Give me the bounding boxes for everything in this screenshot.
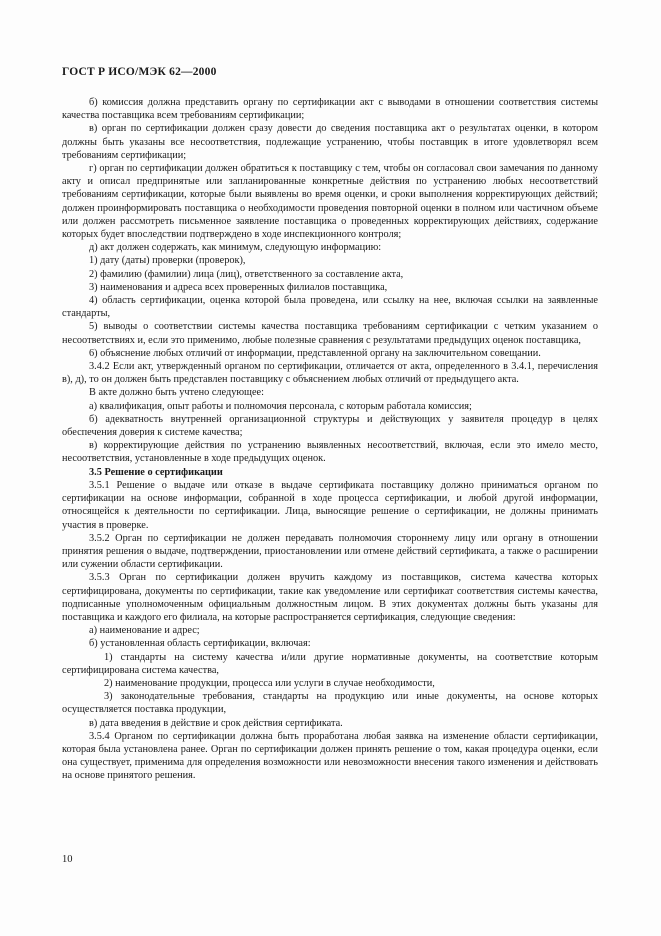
list-item: 3) наименования и адреса всех проверенных филиалов поставщика,: [89, 281, 388, 293]
document-body: [62, 96, 598, 783]
list-item: в) корректирующие действия по устранению выявленных несоответствий, включая, если это имело место, несоответствия, установленные в ходе предыдущих оценок.: [62, 440, 598, 465]
paragraph: 3.5.1 Решение о выдаче или отказе в выдаче сертификата поставщику должно приниматься органом по сертификации на основе информации, собранной в ходе процесса сертификации, и любой другой информации, относящейся к деятельности по сертификации. Лица, выносящие решение о сертификации, не должны принимать участия в проверке.: [62, 479, 598, 531]
list-item: 6) объяснение любых отличий от информации, представленной органу на заключительном совещании.: [89, 347, 541, 359]
list-item: 2) фамилию (фамилии) лица (лиц), ответственного за составление акта,: [89, 268, 404, 280]
page-number: 10: [62, 854, 73, 865]
paragraph: 3.5.2 Орган по сертификации не должен передавать полномочия стороннему лицу или органу в отношении принятия решения о выдаче, подтверждении, приостановлении или отмене действий сертификата, а также о расширении или сужении области сертификации.: [62, 532, 598, 571]
list-item: 4) область сертификации, оценка которой была проведена, или ссылку на нее, включая ссылки на заявленные стандарты,: [62, 295, 598, 320]
paragraph: в) орган по сертификации должен сразу довести до сведения поставщика акт о результатах оценки, в котором должны быть указаны все несоответствия, подлежащие устранению, чтобы поставщик в итоге удовлетворял всем требованиям сертификации;: [62, 123, 598, 161]
standard-header: ГОСТ Р ИСО/МЭК 62—2000: [62, 66, 217, 78]
paragraph: 3.4.2 Если акт, утвержденный органом по сертификации, отличается от акта, определенного в 3.4.1, перечисления в), д), то он должен быть представлен поставщику с объяснением любых отличий от предыдущего акта.: [62, 361, 598, 386]
paragraph: 3.5.3 Орган по сертификации должен вручить каждому из поставщиков, система качества которых сертифицирована, документы по сертификации, такие как уведомление или сертификат соответствия системы качества, подписанные уполномоченным официальным должностным лицом. В этих документах должны быть указаны для поставщика и каждого его филиала, на которые распространяется сертификация, следующие сведения:: [62, 572, 598, 623]
sub-list-item: 1) стандарты на систему качества и/или другие нормативные документы, на соответствие которым сертифицирована система качества,: [62, 651, 598, 676]
list-item: б) адекватность внутренней организационной структуры и действующих у заявителя процедур в целях обеспечения доверия к системе качества;: [62, 413, 598, 439]
paragraph: г) орган по сертификации должен обратиться к поставщику с тем, чтобы он согласовал свои замечания по данному акту и описал предпринятые или запланированные конкретные действия по устранению любых несоответствий требованиям сертификации, которые были выявлены во время оценки, и сроки выполнения корректирующих действий; должен проинформировать поставщика о необходимости проведения повторной оценки в полном или частичном объеме или должен рассмотреть письменное заявление поставщика о проведенных корректирующих действиях, содержание которых будет впоследствии подтверждено в ходе инспекционного контроля;: [62, 163, 598, 241]
paragraph: д) акт должен содержать, как минимум, следующую информацию:: [89, 242, 382, 254]
list-item: а) наименование и адрес;: [89, 625, 200, 637]
list-item: а) квалификация, опыт работы и полномочия персонала, с которым работала комиссия;: [89, 400, 472, 412]
section-heading: 3.5 Решение о сертификации: [89, 466, 223, 478]
paragraph: 3.5.4 Органом по сертификации должна быть проработана любая заявка на изменение области сертификации, которая была установлена ранее. Орган по сертификации должен принять решение о том, какая процедура оценки, если она существует, применима для определения возможности или невозможности внесения такого изменения и действовать на основе принятого решения.: [62, 730, 598, 782]
sub-list-item: 2) наименование продукции, процесса или услуги в случае необходимости,: [104, 677, 435, 689]
sub-list-item: 3) законодательные требования, стандарты на продукцию или иные документы, на основе которых осуществляется поставка продукции,: [62, 691, 598, 716]
list-item: б) установленная область сертификации, включая:: [89, 638, 311, 650]
paragraph: б) комиссия должна представить органу по сертификации акт с выводами в отношении соответствия системы качества поставщика всем требованиям сертификации;: [62, 97, 598, 122]
list-item: 5) выводы о соответствии системы качества поставщика требованиям сертификации с четким указанием о несоответствиях и, если это применимо, любые полезные сравнения с результатами предыдущих оценок поставщика,: [62, 321, 598, 346]
list-item: 1) дату (даты) проверки (проверок),: [89, 255, 246, 267]
list-item: в) дата введения в действие и срок действия сертификата.: [89, 717, 343, 729]
paragraph: В акте должно быть учтено следующее:: [89, 387, 264, 399]
